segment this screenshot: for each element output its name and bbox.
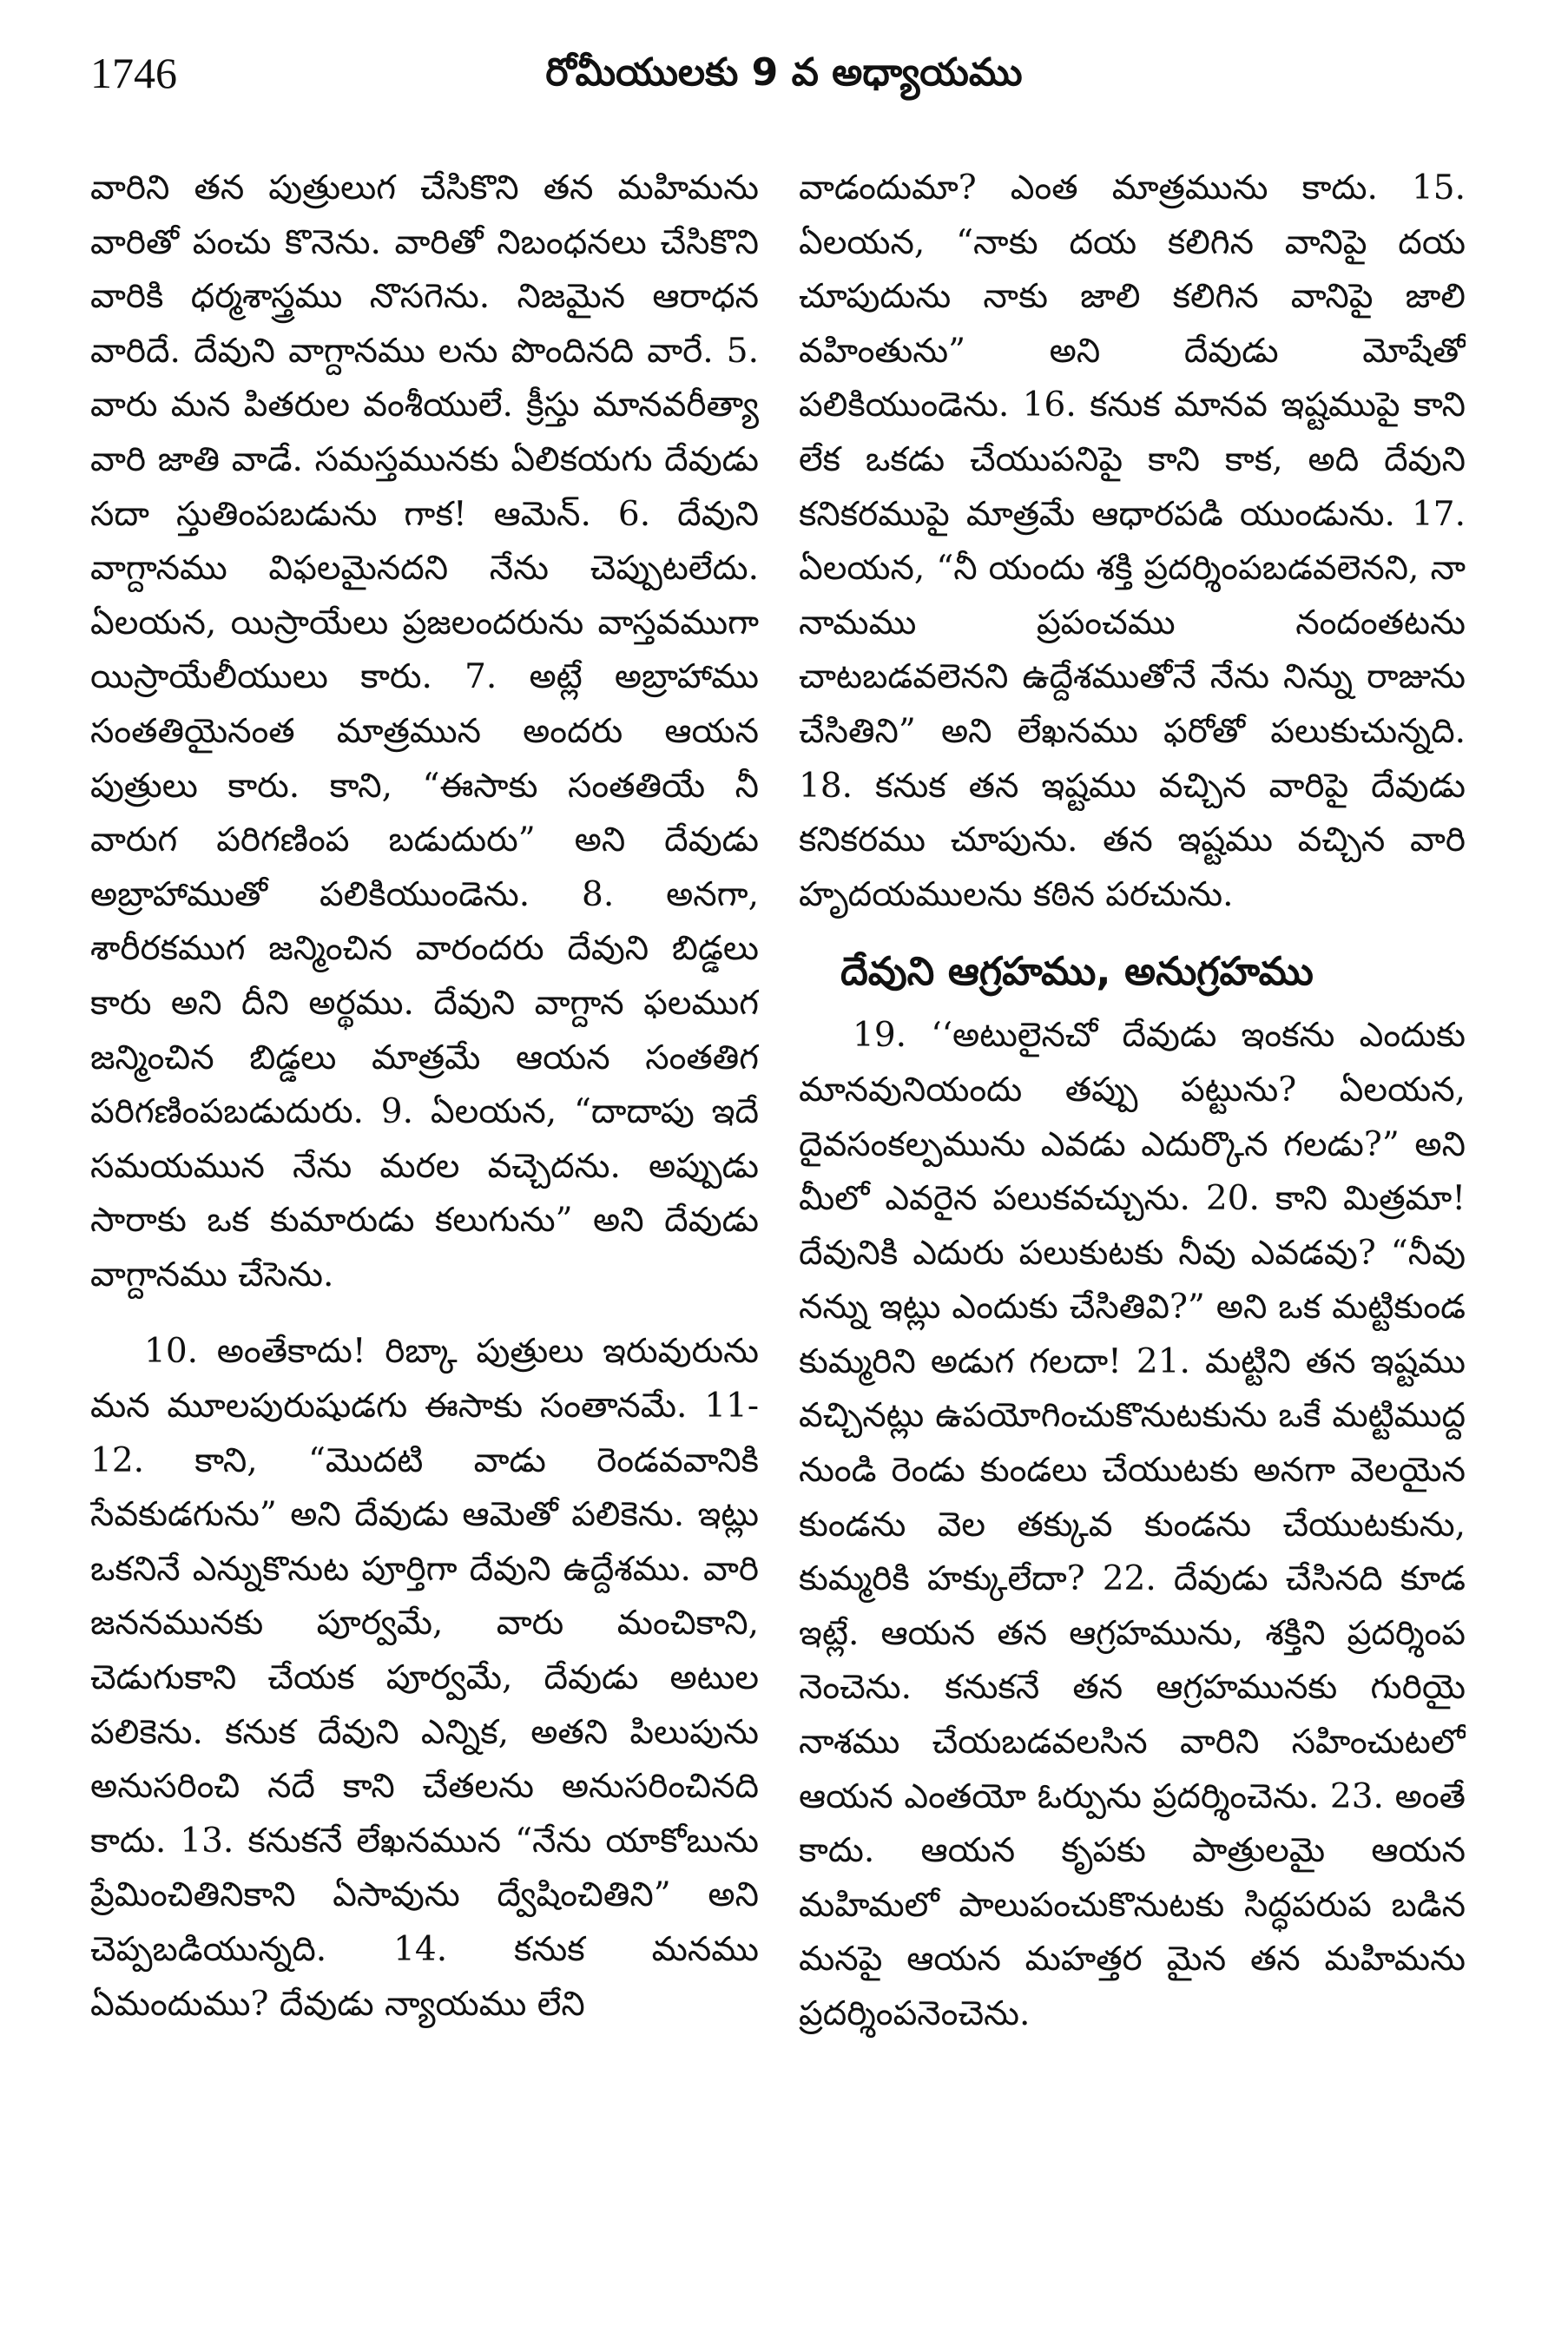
running-title: రోమీయులకు 9 వ అధ్యాయము	[545, 50, 1023, 95]
paragraph: వాడందుమా? ఎంత మాత్రమును కాదు. 15. ఏలయన, “నాకు దయ కలిగిన వానిపై దయ చూపుదును నాకు జాలి కలిగిన వానిపై జాలి వహింతును” అని దేవుడు మోషేతో పలికియుండెను. 16. కనుక మానవ ఇష్టముపై కాని లేక ఒకడు చేయుపనిపై కాని కాక, అది దేవుని కనికరముపై మాత్రమే ఆధారపడి యుండును. 17. ఏలయన, “నీ యందు శక్తి ప్రదర్శింపబడవలెనని, నా నామము ప్రపంచము నందంతటను చాటబడవలెనని ఉద్దేశముతోనే నేను నిన్ను రాజును చేసితిని” అని లేఖనము ఫరోతో పలుకుచున్నది. 18. కనుక తన ఇష్టము వచ్చిన వారిపై దేవుడు కనికరము చూపును. తన ఇష్టము వచ్చిన వారి హృదయములను కఠిన పరచును.	[799, 168, 1466, 914]
right-column	[799, 161, 1466, 2306]
left-column	[90, 161, 759, 2306]
page-number: 1746	[90, 49, 177, 97]
paragraph: 10. అంతేకాదు! రిబ్కా పుత్రులు ఇరువురును మన మూలపురుషుడగు ఈసాకు సంతానమే. 11-12. కాని, “మొదటి వాడు రెండవవానికి సేవకుడగును” అని దేవుడు ఆమెతో పలికెను. ఇట్లు ఒకనినే ఎన్నుకొనుట పూర్తిగా దేవుని ఉద్దేశము. వారి జననమునకు పూర్వమే, వారు మంచికాని, చెడుగుకాని చేయక పూర్వమే, దేవుడు అటుల పలికెను. కనుక దేవుని ఎన్నిక, అతని పిలుపును అనుసరించి నదే కాని చేతలను అనుసరించినది కాదు. 13. కనుకనే లేఖనమున “నేను యాకోబును ప్రేమించితినికాని ఏసావును ద్వేషించితిని” అని చెప్పబడియున్నది. 14. కనుక మనము ఏమందుము? దేవుడు న్యాయము లేని	[90, 1332, 759, 2024]
page-header	[90, 35, 1478, 113]
section-heading: దేవుని ఆగ్రహము, అనుగ్రహము	[840, 948, 1314, 995]
paragraph: వారిని తన పుత్రులుగ చేసికొని తన మహిమను వారితో పంచు కొనెను. వారితో నిబంధనలు చేసికొని వారికి ధర్మశాస్త్రము నొసగెను. నిజమైన ఆరాధన వారిదే. దేవుని వాగ్దానము లను పొందినది వారే. 5. వారు మన పితరుల వంశీయులే. క్రీస్తు మానవరీత్యా వారి జాతి వాడే. సమస్తమునకు ఏలికయగు దేవుడు సదా స్తుతింపబడును గాక! ఆమెన్. 6. దేవుని వాగ్దానము విఫలమైనదని నేను చెప్పుటలేదు. ఏలయన, యిస్రాయేలు ప్రజలందరును వాస్తవముగా యిస్రాయేలీయులు కారు. 7. అట్లే అబ్రాహాము సంతతియైనంత మాత్రమున అందరు ఆయన పుత్రులు కారు. కాని, “ఈసాకు సంతతియే నీ వారుగ పరిగణింప బడుదురు” అని దేవుడు అబ్రాహాముతో పలికియుండెను. 8. అనగా, శారీరకముగ జన్మించిన వారందరు దేవుని బిడ్డలు కారు అని దీని అర్థము. దేవుని వాగ్దాన ఫలముగ జన్మించిన బిడ్డలు మాత్రమే ఆయన సంతతిగ పరిగణింపబడుదురు. 9. ఏలయన, “దాదాపు ఇదే సమయమున నేను మరల వచ్చెదను. అప్పుడు సారాకు ఒక కుమారుడు కలుగును” అని దేవుడు వాగ్దానము చేసెను.	[90, 168, 759, 1295]
paragraph: 19. ‘‘అటులైనచో దేవుడు ఇంకను ఎందుకు మానవునియందు తప్పు పట్టును? ఏలయన, దైవసంకల్పమును ఎవడు ఎదుర్కొన గలడు?” అని మీలో ఎవరైన పలుకవచ్చును. 20. కాని మిత్రమా! దేవునికి ఎదురు పలుకుటకు నీవు ఎవడవు? “నీవు నన్ను ఇట్లు ఎందుకు చేసితివి?” అని ఒక మట్టికుండ కుమ్మరిని అడుగ గలదా! 21. మట్టిని తన ఇష్టము వచ్చినట్లు ఉపయోగించుకొనుటకును ఒకే మట్టిముద్ద నుండి రెండు కుండలు చేయుటకు అనగా వెలయైన కుండను వెల తక్కువ కుండను చేయుటకును, కుమ్మరికి హక్కులేదా? 22. దేవుడు చేసినది కూడ ఇట్లే. ఆయన తన ఆగ్రహమును, శక్తిని ప్రదర్శింప నెంచెను. కనుకనే తన ఆగ్రహమునకు గురియై నాశము చేయబడవలసిన వారిని సహించుటలో ఆయన ఎంతయో ఓర్పును ప్రదర్శించెను. 23. అంతే కాదు. ఆయన కృపకు పాత్రులమై ఆయన మహిమలో పాలుపంచుకొనుటకు సిద్ధపరుప బడిన మనపై ఆయన మహత్తర మైన తన మహిమను ప్రదర్శింపనెంచెను.	[799, 1016, 1466, 2033]
